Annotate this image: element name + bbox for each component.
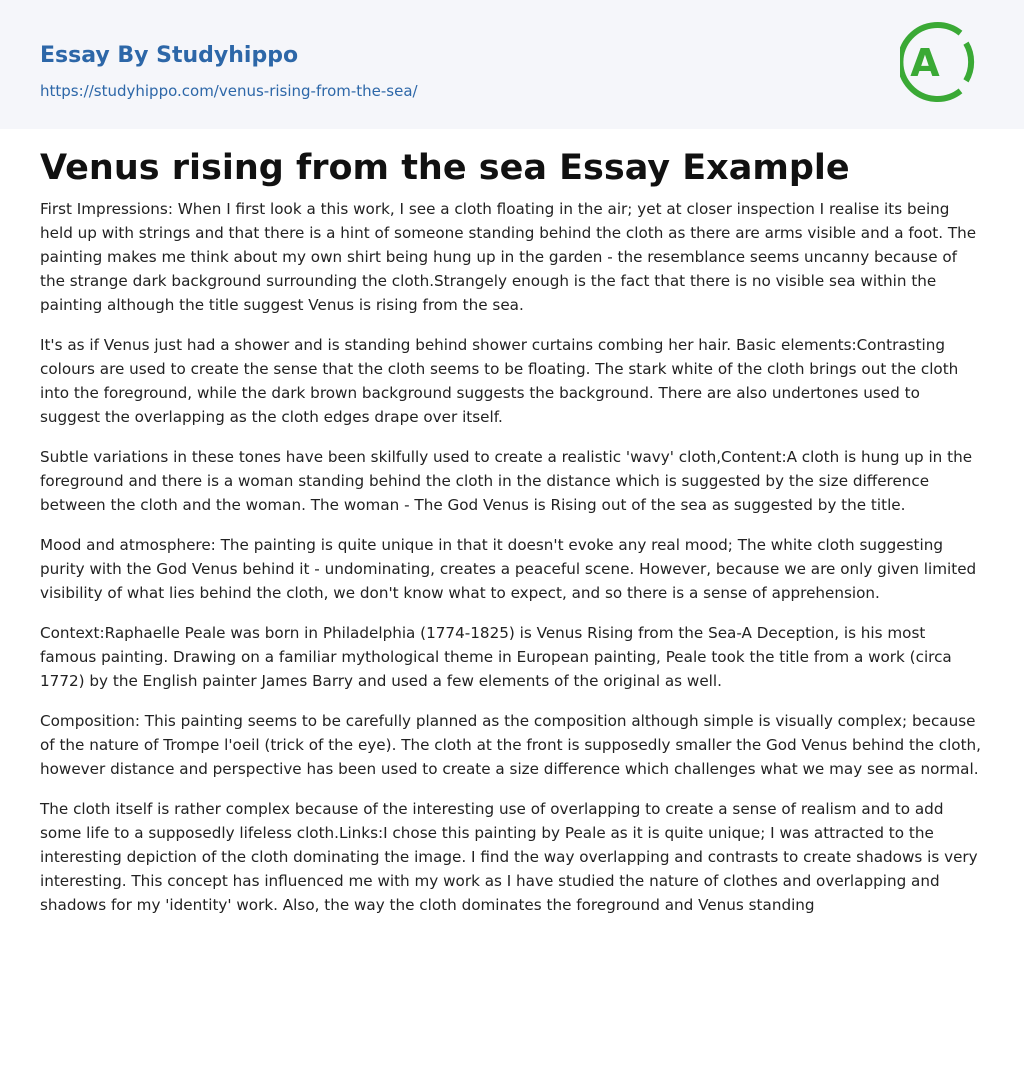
page-title: Venus rising from the sea Essay Example [40, 148, 850, 188]
logo-letter: A [910, 41, 940, 85]
essay-paragraph: It's as if Venus just had a shower and is standing behind shower curtains combing her hair. Basic elements:Contrasting colours are used to create the sense that the cloth seems to be floating. The stark white of the cloth brings out the cloth into the foreground, while the dark brown background suggests the background. There are also undertones used to suggest the overlapping as the cloth edges drape over itself. [40, 336, 959, 426]
site-header [0, 0, 1024, 129]
essay-paragraph: Subtle variations in these tones have been skilfully used to create a realistic 'wavy' cloth,Content:A cloth is hung up in the foreground and there is a woman standing behind the cloth in the distance which is suggested by the size difference between the cloth and the woman. The woman - The God Venus is Rising out of the sea as suggested by the title. [40, 448, 973, 514]
essay-paragraph: Composition: This painting seems to be carefully planned as the composition although simple is visually complex; because of the nature of Trompe l'oeil (trick of the eye). The cloth at the front is supposedly smaller the God Venus behind the cloth, however distance and perspective has been used to create a size difference which challenges what we may see as normal. [40, 712, 982, 778]
essay-paragraph: First Impressions: When I first look a this work, I see a cloth floating in the air; yet at closer inspection I realise its being held up with strings and that there is a hint of someone standing behind the cloth as there are arms visible and a foot. The painting makes me think about my own shirt being hung up in the garden - the resemblance seems uncanny because of the strange dark background surrounding the cloth.Strangely enough is the fact that there is no visible sea within the painting although the title suggest Venus is rising from the sea. [40, 200, 977, 314]
source-url-link[interactable]: https://studyhippo.com/venus-rising-from-the-sea/ [40, 82, 418, 100]
studyhippo-a-logo-icon[interactable] [900, 20, 984, 104]
site-title[interactable]: Essay By Studyhippo [40, 43, 299, 68]
essay-paragraph: Mood and atmosphere: The painting is quite unique in that it doesn't evoke any real mood; The white cloth suggesting purity with the God Venus behind it - undominating, creates a peaceful scene. However, because we are only given limited visibility of what lies behind the cloth, we don't know what to expect, and so there is a sense of apprehension. [40, 536, 977, 602]
essay-paragraph: The cloth itself is rather complex because of the interesting use of overlapping to create a sense of realism and to add some life to a supposedly lifeless cloth.Links:I chose this painting by Peale as it is quite unique; I was attracted to the interesting depiction of the cloth dominating the image. I find the way overlapping and contrasts to create shadows is very interesting. This concept has influenced me with my work as I have studied the nature of clothes and overlapping and shadows for my 'identity' work. Also, the way the cloth dominates the foreground and Venus standing [40, 800, 978, 914]
essay-content [0, 129, 1024, 917]
essay-paragraph: Context:Raphaelle Peale was born in Philadelphia (1774-1825) is Venus Rising from the Sea-A Deception, is his most famous painting. Drawing on a familiar mythological theme in European painting, Peale took the title from a work (circa 1772) by the English painter James Barry and used a few elements of the original as well. [40, 624, 952, 690]
